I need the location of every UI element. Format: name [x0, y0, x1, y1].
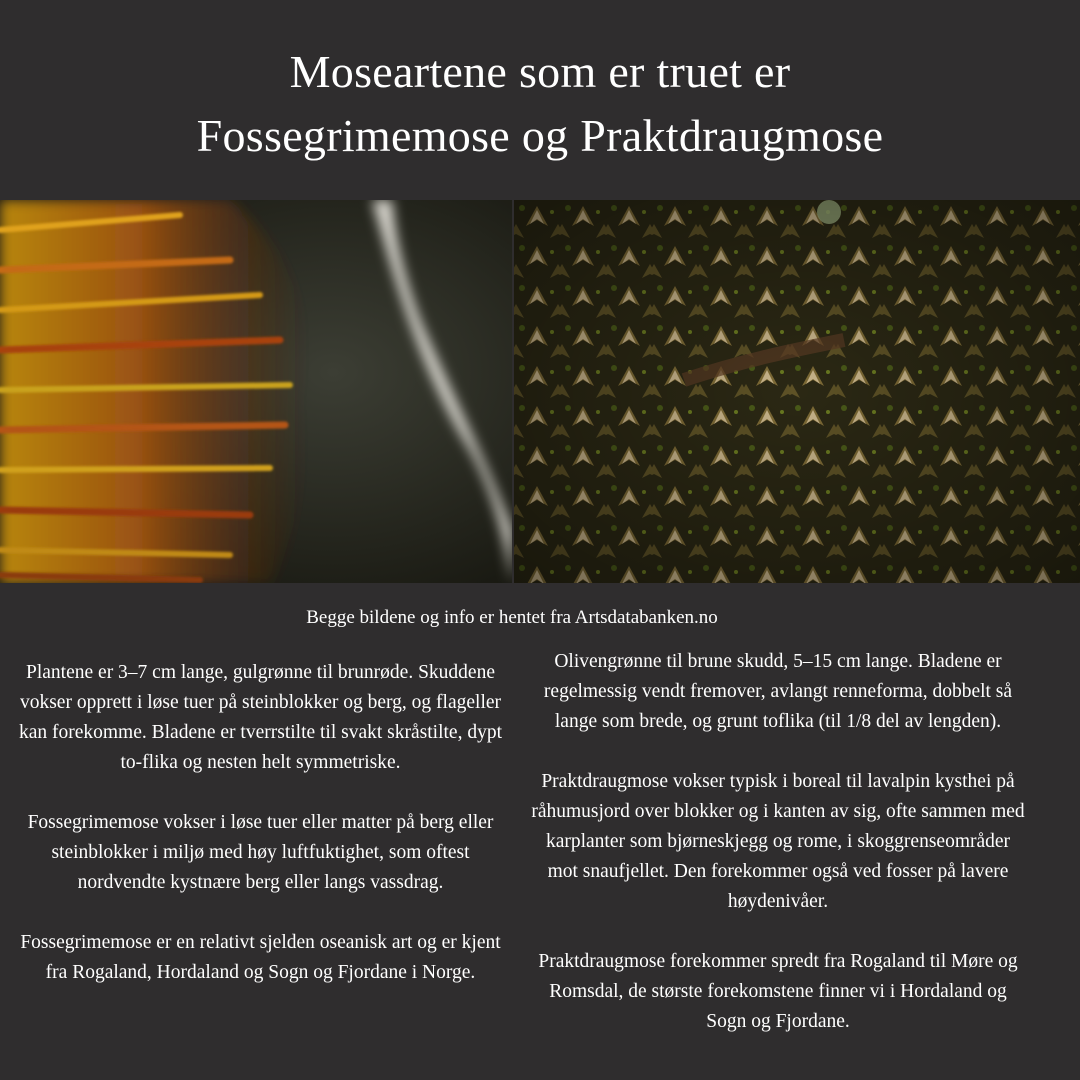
photo-praktdraugmose [514, 200, 1080, 583]
photo-fossegrimemose [0, 200, 512, 583]
left-paragraph-description: Plantene er 3–7 cm lange, gulgrønne til brunrøde. Skuddene vokser opprett i løse tuer på steinblokker og berg, og flageller kan forekomme. Bladene er tverrstilte til svakt skråstilte, dypt to-flika og nesten helt symmetriske. [18, 662, 503, 773]
title-line-2: Fossegrimemose og Praktdraugmose [196, 110, 884, 161]
left-paragraph-distribution: Fossegrimemose er en relativt sjelden oseanisk art og er kjent fra Rogaland, Hordaland og Sogn og Fjordane i Norge. [20, 932, 501, 983]
moss-photo-right [514, 200, 1080, 583]
right-paragraph-habitat: Praktdraugmose vokser typisk i boreal til lavalpin kysthei på råhumusjord over blokker og i kanten av sig, ofte sammen med karplanter som bjørneskjegg og rome, i skoggrenseområder mot snaufjellet. Den forekommer også ved fosser på lavere høydenivåer. [531, 771, 1025, 912]
left-column-fossegrimemose [18, 658, 503, 1018]
title-line-1: Moseartene som er truet er [289, 46, 791, 97]
right-paragraph-description: Olivengrønne til brune skudd, 5–15 cm lange. Bladene er regelmessig vendt fremover, avlangt renneforma, dobbelt så lange som brede, og grunt toflika (til 1/8 del av lengden). [543, 651, 1013, 732]
right-column-praktdraugmose [530, 647, 1026, 1067]
right-paragraph-distribution: Praktdraugmose forekommer spredt fra Rogaland til Møre og Romsdal, de største forekomstene finner vi i Hordaland og Sogn og Fjordane. [538, 951, 1018, 1032]
left-paragraph-habitat: Fossegrimemose vokser i løse tuer eller matter på berg eller steinblokker i miljø med høy luftfuktighet, som oftest nordvendte kystnære berg eller langs vassdrag. [27, 812, 494, 893]
moss-photo-left [0, 200, 512, 583]
page-title [0, 40, 1080, 168]
image-credit: Begge bildene og info er hentet fra Artsdatabanken.no [306, 607, 718, 628]
